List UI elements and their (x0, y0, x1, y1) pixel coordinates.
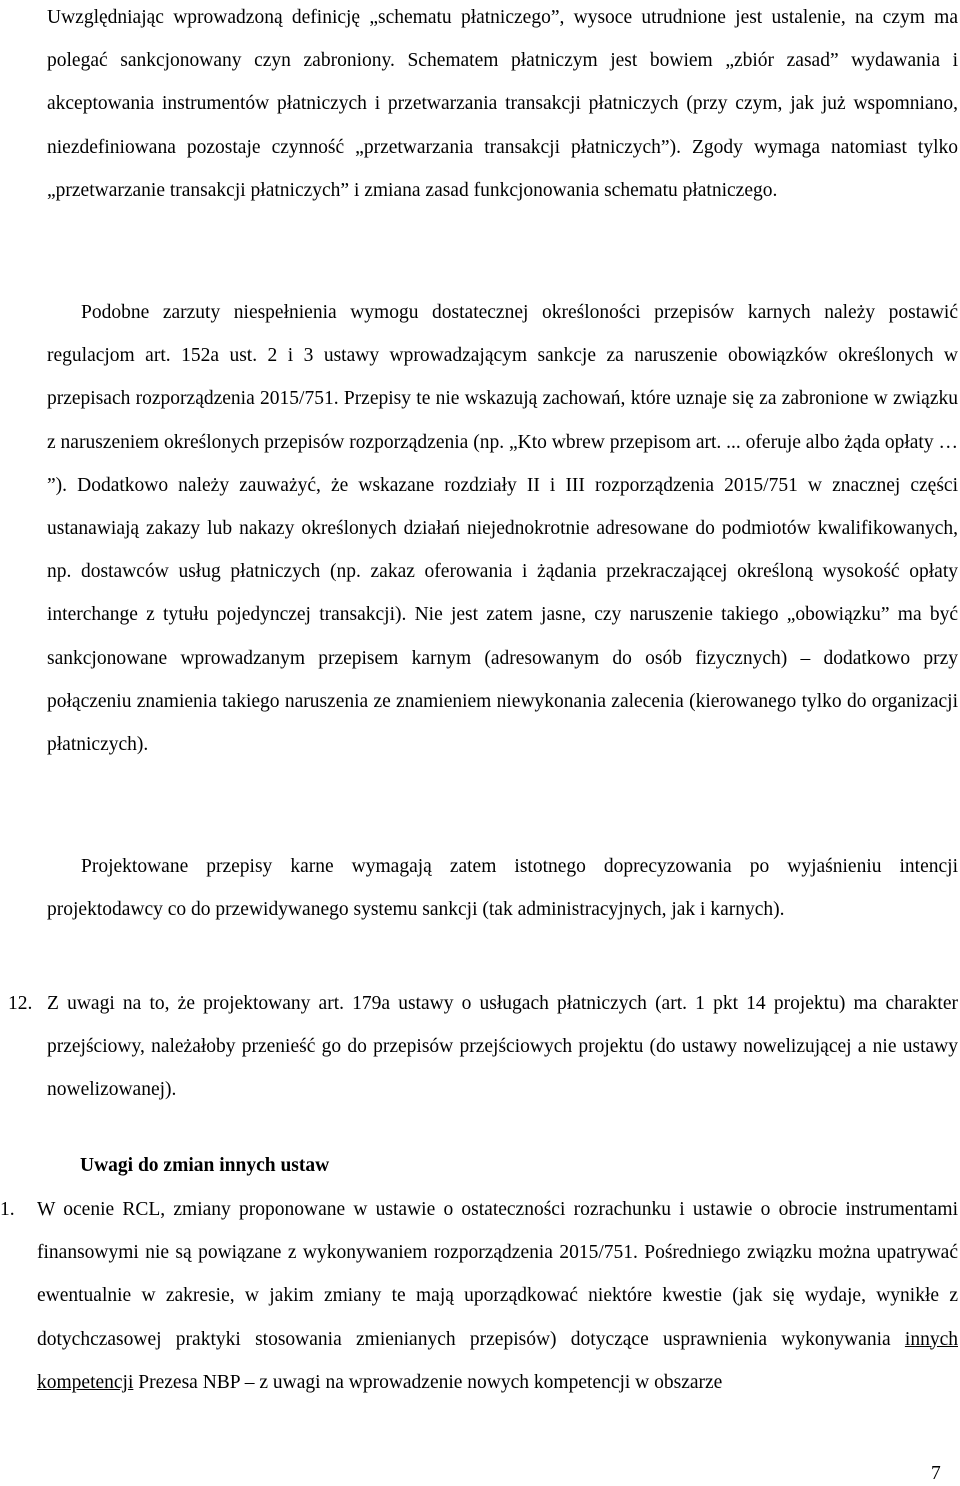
section-heading: Uwagi do zmian innych ustaw (80, 1155, 330, 1176)
list-item-1-text (37, 1188, 958, 1404)
paragraph-schemat-platniczy: Uwzględniając wprowadzoną definicję „schematu płatniczego”, wysoce utrudnione jest ustalenie, na czym ma polegać sankcjonowany czyn zabroniony. Schematem płatniczym jest bowiem „zbiór zasad” wydawania i akceptowania instrumentów płatniczych i przetwarzania transakcji płatniczych (przy czym, jak już wspomniano, niezdefiniowana pozostaje czynność „przetwarzania transakcji płatniczych”). Zgody wymaga natomiast tylko „przetwarzanie transakcji płatniczych” i zmiana zasad funkcjonowania schematu płatniczego. (47, 7, 958, 201)
list-item-1-text-part-b: Prezesa NBP – z uwagi na wprowadzenie nowych kompetencji w obszarze (133, 1371, 723, 1393)
list-number-12: 12. (8, 993, 33, 1014)
list-item-1-text-part-a: W ocenie RCL, zmiany proponowane w ustawie o ostateczności rozrachunku i ustawie o obrocie instrumentami finansowymi nie są powiązane z wykonywaniem rozporządzenia 2015/751. Pośredniego związku można upatrywać ewentualnie w zakresie, w jakim zmiany te mają uporządkować niektóre kwestie (jak się wydaje, wynikłe z dotychczasowej praktyki stosowania zmienianych przepisów) dotyczące usprawnienia wykonywania (37, 1199, 958, 1350)
page-number: 7 (931, 1463, 941, 1484)
paragraph-doprecyzowanie: Projektowane przepisy karne wymagają zatem istotnego doprecyzowania po wyjaśnieniu intencji projektodawcy co do przewidywanego systemu sankcji (tak administracyjnych, jak i karnych). (47, 856, 958, 921)
list-item-12-text: Z uwagi na to, że projektowany art. 179a ustawy o usługach płatniczych (art. 1 pkt 14 projektu) ma charakter przejściowy, należałoby przenieść go do przepisów przejściowych projektu (do ustawy nowelizującej a nie ustawy nowelizowanej). (47, 993, 958, 1101)
underlined-phrase: innych kompetencji (37, 1328, 958, 1393)
list-number-1: 1. (0, 1199, 15, 1220)
paragraph-zarzuty-okreslonosci: Podobne zarzuty niespełnienia wymogu dostatecznej określoności przepisów karnych należy postawić regulacjom art. 152a ust. 2 i 3 ustawy wprowadzającym sankcje za naruszenie obowiązków określonych w przepisach rozporządzenia 2015/751. Przepisy te nie wskazują zachowań, które uznaje się za zabronione w związku z naruszeniem określonych przepisów rozporządzenia (np. „Kto wbrew przepisom art. ... oferuje albo żąda opłaty … ”). Dodatkowo należy zauważyć, że wskazane rozdziały II i III rozporządzenia 2015/751 w znacznej części ustanawiają zakazy lub nakazy określonych działań niejednokrotnie adresowane do podmiotów kwalifikowanych, np. dostawców usług płatniczych (np. zakaz oferowania i żądania przekraczającej określoną wysokość opłaty interchange z tytułu pojedynczej transakcji). Nie jest zatem jasne, czy naruszenie takiego „obowiązku” ma być sankcjonowane wprowadzanym przepisem karnym (adresowanym do osób fizycznych) – dodatkowo przy połączeniu znamienia takiego naruszenia ze znamieniem niewykonania zalecenia (kierowanego tylko do organizacji płatniczych). (47, 302, 958, 756)
